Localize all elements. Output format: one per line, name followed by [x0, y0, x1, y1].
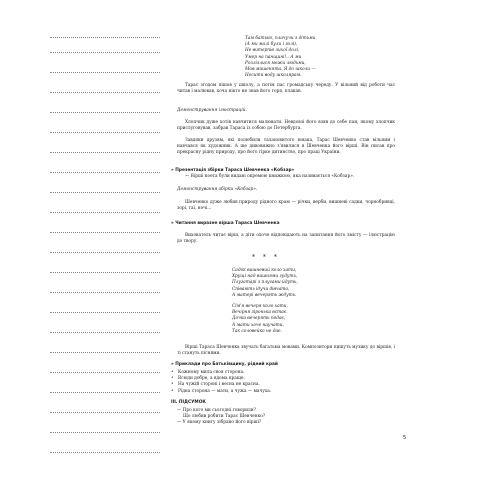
- question: Що любив робити Тарас Шевченко?: [183, 414, 266, 420]
- note-line: [50, 112, 160, 113]
- note-line: [50, 452, 160, 453]
- question: — Про кого ми сьогодні говорили?: [177, 408, 256, 413]
- poem-line: Сім'я вечеря коло хати,: [232, 304, 288, 309]
- note-line: [50, 312, 160, 313]
- question: — У якому книгу зібрано його вірші?: [177, 420, 262, 426]
- paragraph: Вірші Тараса Шевченка звучать багатьма мовами. Композитори пишуть музику до віршів, і ті стануть піснями.: [177, 345, 395, 357]
- proverb-item: • Всюди добре, а вдома краще.: [171, 376, 271, 382]
- paragraph: — Вірші поета були видані окремою книжкою, яка називається «Кобзар».: [185, 174, 355, 179]
- poem-line: Садок вишневий коло хати,: [232, 268, 297, 273]
- poem-line: А мати хоче научати,: [232, 322, 284, 328]
- summary-heading: III. ПІДСУМОК: [171, 400, 206, 405]
- demo-note: Демонстрування ілюстрацій.: [177, 108, 247, 113]
- section-heading: » Презентація збірки Тараса Шевченка «Кобзар»: [171, 168, 295, 173]
- poem-stanza-2: [232, 304, 288, 335]
- note-line: [50, 192, 160, 193]
- note-line: [50, 252, 160, 253]
- poem-line: (А ми малі були і голі),: [245, 42, 298, 48]
- note-line: [50, 412, 160, 413]
- proverb-item: • Рідна сторона — мати, а чужа — мачуха.: [171, 389, 271, 395]
- poem-line: Мов мишенята. Я до школи —: [245, 67, 316, 73]
- proverb-item: • На чужій стороні і весна не красна.: [171, 382, 271, 388]
- poem-stanza-1: [232, 268, 298, 299]
- note-line: [50, 292, 160, 293]
- stars-divider: * * *: [252, 254, 280, 261]
- note-line: [50, 37, 160, 38]
- summary-questions: [177, 408, 265, 427]
- note-line: [50, 52, 160, 53]
- poem-line: Носити воду школярам.: [245, 73, 302, 79]
- poem-line: Так соловейко не дає.: [232, 328, 282, 334]
- paragraph: Шевченко дуже любив природу рідного краю — річки, верби, вишневі садки, чорнобривці, зорі, гаї, ночі...: [177, 200, 395, 212]
- note-line: [50, 152, 160, 153]
- proverb-item: • Кожному мила своя сторона.: [171, 370, 271, 376]
- page-number: 5: [403, 435, 407, 441]
- paragraph: Завдяки друзям, які полюбили талановитого юнака, Тарас Шевченко став вільним і навчався як художник. А ще дивовижно з'явилися в Шевченка його вірші. Він писав про прекрасну рідну природу, про його гірке дитинство, про праці України.: [177, 138, 395, 156]
- paragraph: Тарас згодом пішов у школу, а потім пас громадську череду. У вільний від роботи час читав і малював, хоча нікто не знав його горя, плакав.: [177, 83, 395, 95]
- poem-line: Розлізлися межи людьми,: [245, 60, 306, 66]
- poem-line: Дочка вечерять подає,: [232, 316, 286, 322]
- note-line: [50, 172, 160, 173]
- note-line: [50, 92, 160, 93]
- poem-line: Співають ідучи дівчата,: [232, 286, 290, 292]
- note-line: [50, 232, 160, 233]
- paragraph: Вихователь читає вірш, а діти охоче відповідають на запитання його змісту — ілюстрацію до твору.: [177, 233, 395, 245]
- note-line: [50, 392, 160, 393]
- poem-line: Плугатарі з плугами йдуть,: [232, 280, 298, 286]
- paragraph: Хлопчик дуже хотів навчитися малювати. Невдовзі його взяв до себе пан, якому хлопчик прислуговував, забрав Тараса із собою до Петербурга.: [177, 120, 395, 132]
- poem-line: Там батько, плачучи з дітьми: [245, 36, 316, 41]
- poem-line: Хрущі над вишнями гудуть,: [232, 274, 298, 280]
- note-line: [50, 72, 160, 73]
- note-line: [50, 132, 160, 133]
- poem-line: А матері вечерять ждуть.: [232, 292, 297, 298]
- poem-excerpt-1: [245, 36, 316, 79]
- note-line: [50, 352, 160, 353]
- demo-note: Демонстрування збірки «Кобзар».: [177, 187, 258, 192]
- note-line: [50, 272, 160, 273]
- proverbs-list: [171, 370, 271, 395]
- note-line: [50, 212, 160, 213]
- section-heading: » Приклади про Батьківщину, рідний край: [171, 362, 278, 367]
- note-line: [50, 332, 160, 333]
- poem-line: Вечірня зіронька встає.: [232, 310, 288, 316]
- note-line: [50, 432, 160, 433]
- poem-line: Умер на панщині!.. А ми: [245, 54, 302, 60]
- section-heading: » Читання виразне вірша Тараса Шевченка: [171, 221, 280, 226]
- note-line: [50, 372, 160, 373]
- poem-line: Не витерпів лихої долі,: [245, 48, 300, 54]
